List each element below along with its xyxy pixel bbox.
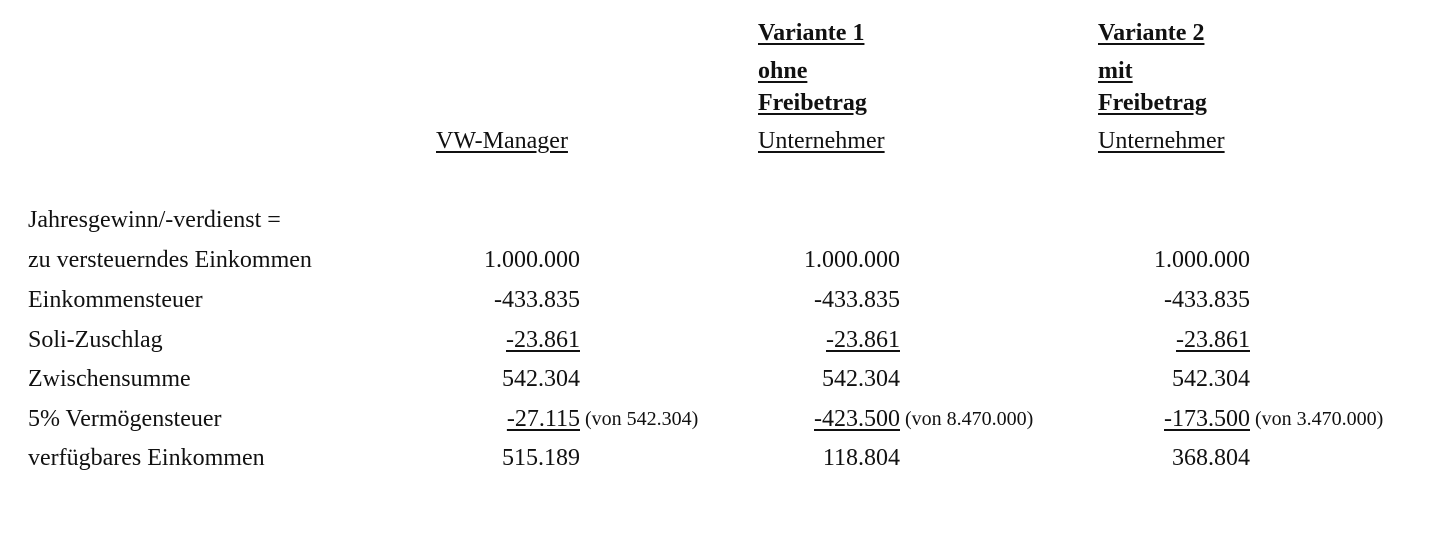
value-zwischensumme-col3: 542.304	[1172, 366, 1250, 392]
header-col2-desc-line1: ohne	[758, 58, 808, 84]
value-zve-col1: 1.000.000	[484, 247, 580, 273]
value-soli-col3: -23.861	[1176, 327, 1250, 353]
row-label-zwischensumme: Zwischensumme	[28, 366, 191, 392]
header-col1-role: VW-Manager	[436, 128, 568, 154]
header-col3-variant: Variante 2	[1098, 20, 1205, 46]
row-label-soli: Soli-Zuschlag	[28, 327, 163, 353]
value-zwischensumme-col1: 542.304	[502, 366, 580, 392]
value-verfuegbar-col2: 118.804	[822, 445, 900, 471]
value-soli-col1: -23.861	[506, 327, 580, 353]
row-label-einkommensteuer: Einkommensteuer	[28, 287, 203, 313]
note-vst-col3: (von 3.470.000)	[1255, 408, 1384, 430]
row-label-zve: zu versteuerndes Einkommen	[28, 247, 312, 273]
header-col2-variant: Variante 1	[758, 20, 865, 46]
value-zve-col2: 1.000.000	[804, 247, 900, 273]
header-col3-desc-line2: Freibetrag	[1098, 90, 1207, 116]
row-label-verfuegbar: verfügbares Einkommen	[28, 445, 265, 471]
value-zve-col3: 1.000.000	[1154, 247, 1250, 273]
note-vst-col1: (von 542.304)	[585, 408, 699, 430]
header-col3-role: Unternehmer	[1098, 128, 1225, 154]
value-verfuegbar-col3: 368.804	[1172, 445, 1250, 471]
value-soli-col2: -23.861	[826, 327, 900, 353]
value-est-col1: -433.835	[494, 287, 580, 313]
row-label-vermoegensteuer: 5% Vermögensteuer	[28, 406, 222, 432]
note-vst-col2: (von 8.470.000)	[905, 408, 1034, 430]
row-label-jahresgewinn: Jahresgewinn/-verdienst =	[28, 207, 281, 233]
value-vst-col3: -173.500	[1164, 406, 1250, 432]
value-verfuegbar-col1: 515.189	[502, 445, 580, 471]
value-vst-col2: -423.500	[814, 406, 900, 432]
value-est-col2: -433.835	[814, 287, 900, 313]
header-col3-desc-line1: mit	[1098, 58, 1133, 84]
header-col2-role: Unternehmer	[758, 128, 885, 154]
value-est-col3: -433.835	[1164, 287, 1250, 313]
header-col2-desc-line2: Freibetrag	[758, 90, 867, 116]
value-zwischensumme-col2: 542.304	[822, 366, 900, 392]
value-vst-col1: -27.115	[506, 406, 580, 432]
